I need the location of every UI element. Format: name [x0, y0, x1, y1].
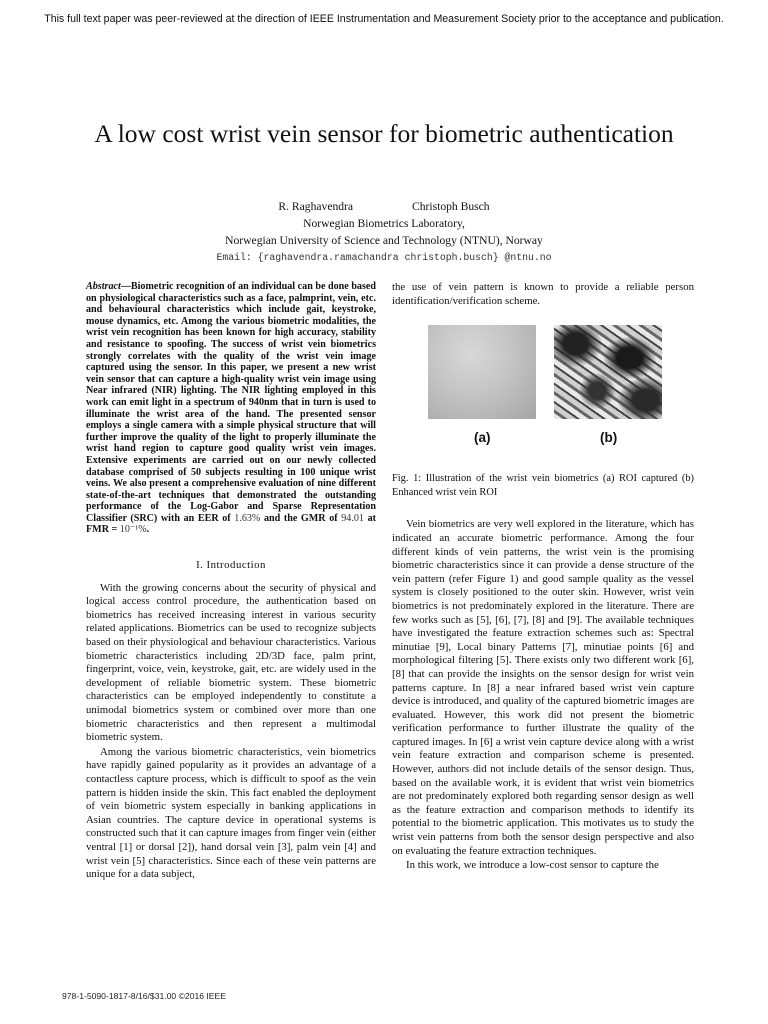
paper-title: A low cost wrist vein sensor for biometric authentication [94, 119, 674, 148]
author-lab: Norwegian Biometrics Laboratory, [303, 217, 465, 230]
enhanced-roi-image [554, 325, 662, 419]
abstract-gmr: 94.01 [341, 512, 364, 524]
author-name-1: R. Raghavendra [278, 200, 354, 213]
footer-isbn: 978-1-5090-1817-8/16/$31.00 ©2016 IEEE [62, 991, 227, 1001]
abstract-mid: and the GMR of [260, 512, 342, 524]
author-email: Email: {raghavendra.ramachandra christoph.busch} @ntnu.no [216, 252, 552, 263]
intro-paragraph-2: Among the various biometric characteristics, vein biometrics have rapidly gained popularity as it provides an advantage of a contactless capture process, which is difficult to spoof as the vein pattern is hidden inside the skin. This fact enabled the deployment of vein biometric system especially in banking applications in Asian countries. The capture device in operational systems is constructed such that it can capture images from finger vein (either ventral [1] or dorsal [2]), hand dorsal vein [3], palm vein [4] and wrist vein [5] characteristics. Since each of these vein patterns are unique for a data subject, [86, 745, 376, 881]
review-notice: This full text paper was peer-reviewed at the direction of IEEE Instrumentation and Measurement Society prior to the acceptance and publication. [44, 13, 724, 25]
right-paragraph-1: Vein biometrics are very well explored in the literature, which has indicated an accurate biometric performance. Among the four different kinds of vein patterns, the wrist vein is the promising biometric characteristics since it can provide a dense structure of the vein pattern (refer Figure 1) and good sample quality as the vessel system is closely positioned to the outer skin. However, wrist vein biometrics is not predominately explored in the literature. There are few works such as [5], [6], [7], [8] and [9]. The available techniques have investigated the feature extraction schemes such as: Spectral minutiae [9], Local binary Patterns [7], minutiae points [6] and morphological filtering [5]. There exists only two different work [6], [8] that can provide the insights on the sensor design for wrist vein patterns capture. In [8] a near infrared based wrist vein capture device is introduced, and quality of the captured biometric images are evaluated. However, this work did not present the biometric verification performance to further illustrate the quality of the captured images. In [6] a wrist vein capture device along with a wrist vein feature extraction and comparison scheme is presented. However, authors did not include details of the sensor design. Thus, based on the available work, it is evident that wrist vein biometrics are not predominately explored both regarding sensor design as well as the feature extraction and comparison methods to identify its potential to the biometric application. This motivates us to study the wrist vein patterns from both the sensor design perspective and also on evaluating the feature extraction techniques. [392, 518, 694, 857]
author-name-2: Christoph Busch [411, 200, 490, 213]
right-column [392, 281, 694, 874]
figure-label-b: (b) [600, 430, 618, 446]
abstract-label: Abstract [86, 281, 121, 292]
abstract [86, 281, 376, 536]
abstract-eer: 1.63% [234, 512, 261, 524]
abstract-text: —Biometric recognition of an individual can be done based on physiological characteristics such as a face, palmprint, vein, etc. and behavioural characteristics which include gait, keystroke, mouse dynamics, etc. Among the various biometric modalities, the wrist vein recognition has been known for high accuracy, stability and resistance to spoofing. The success of wrist vein biometrics strongly correlates with the quality of the wrist vein image captured using the sensor. In this paper, we present a new wrist vein sensor that can capture a high-quality wrist vein image using Near infrared (NIR) lighting. The NIR lighting employed in this work can emit light in a spectrum of 940nm that in turn is used to illuminate the wrist area of the hand. The presented sensor employs a single camera with a simple physical structure that will further improve the quality of the light to properly illuminate the wrist hand region to capture good quality wrist vein images. Extensive experiments are carried out on our newly collected database comprised of 50 subjects resulting in 100 unique wrist veins. We also present a comprehensive evaluation of nine different state-of-the-art techniques that demonstrated the outstanding performance of the Log-Gabor and Sparse Representation Classifier (SRC) with an EER of [86, 281, 376, 524]
figure-label-a: (a) [474, 430, 491, 446]
abstract-end: . [146, 524, 150, 536]
intro-paragraph-1: With the growing concerns about the security of physical and logical access control procedure, the authentication based on biometrics has received increasing interest in various security related applications. Biometrics can be used to recognize subjects based on their physiological and behaviour characteristics. Various biometric characteristics including 2D/3D face, palm print, fingerprint, voice, vein, keystroke, gait, etc. are widely used in the development of reliable biometric system. These biometric characteristics can be employed independently to constitute a unimodal biometrics system or combined over more than one biometric characteristics and then represent a multimodal biometric system. [86, 581, 376, 744]
roi-captured-image [428, 325, 536, 419]
author-university: Norwegian University of Science and Technology (NTNU), Norway [225, 234, 543, 247]
author-block [0, 198, 768, 266]
abstract-fmr: 10⁻¹% [119, 524, 147, 536]
section-heading-introduction: I. Introduction [196, 559, 266, 572]
author-names [0, 198, 768, 215]
abstract-fmr-text: at FMR = [86, 512, 376, 536]
figure-1-caption: Fig. 1: Illustration of the wrist vein biometrics (a) ROI captured (b) Enhanced wrist vein ROI [392, 473, 694, 498]
right-paragraph-0: the use of vein pattern is known to provide a reliable person identification/verification scheme. [392, 281, 694, 307]
left-column [86, 281, 376, 883]
figure-1 [392, 325, 694, 465]
right-paragraph-2: In this work, we introduce a low-cost sensor to capture the [406, 859, 659, 872]
